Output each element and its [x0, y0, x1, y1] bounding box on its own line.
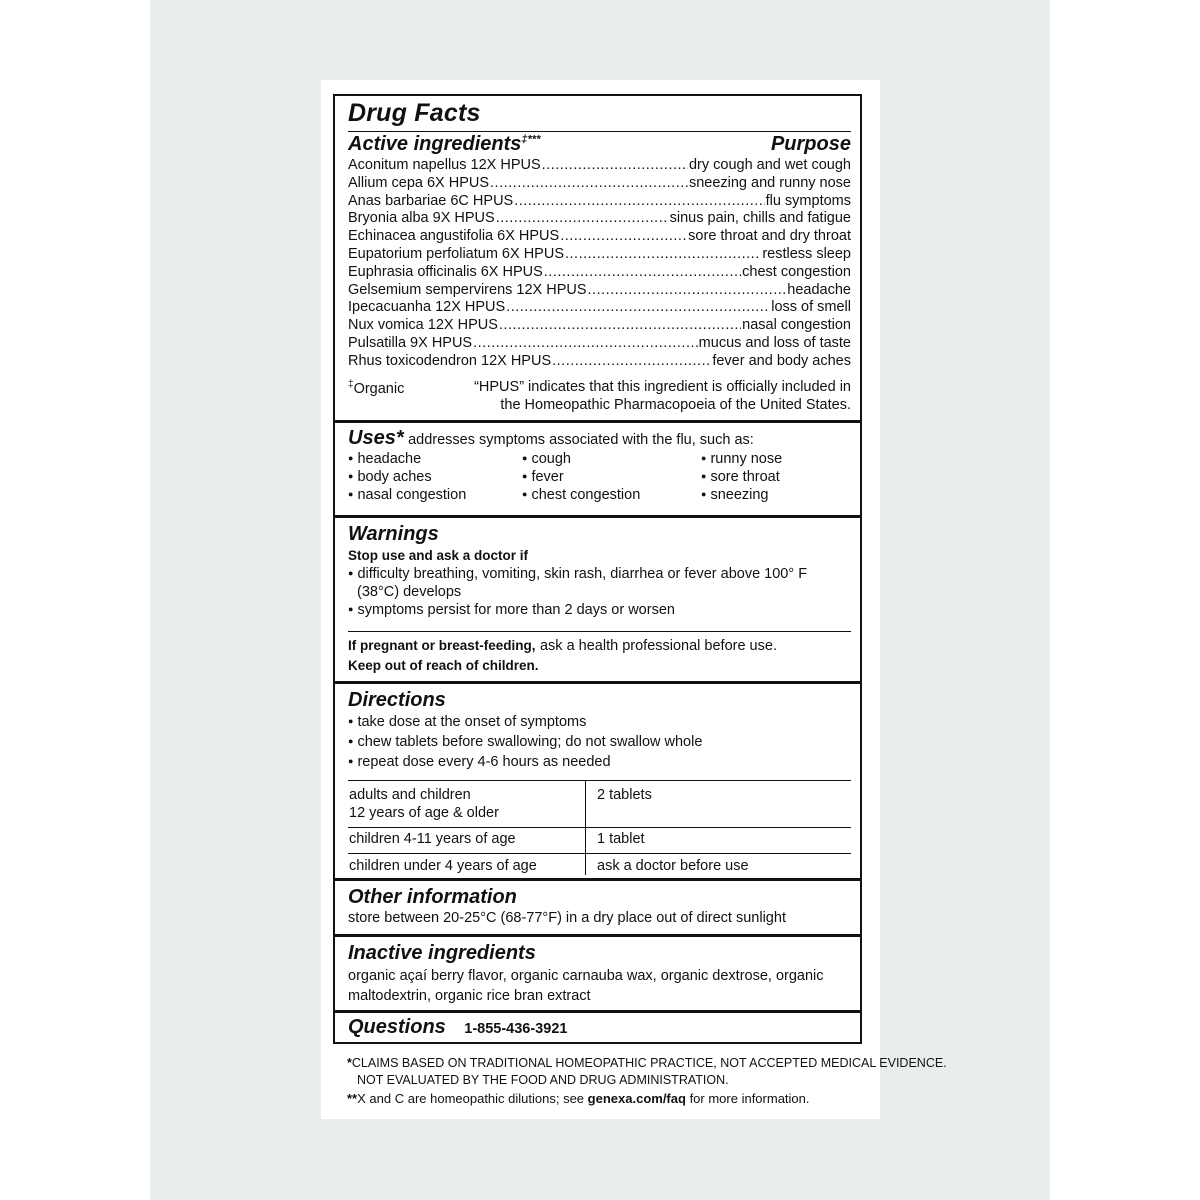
- keep-out-warning: Keep out of reach of children.: [348, 658, 539, 673]
- ingredient-row: [348, 157, 851, 175]
- ingredient-row: [348, 264, 851, 282]
- dosage-table-row-divider: [348, 853, 851, 854]
- dosage-table-col-divider: [585, 828, 586, 853]
- uses-section: [335, 423, 860, 515]
- ingredient-name: Bryonia alba 9X HPUS: [348, 210, 495, 227]
- ingredient-purpose: nasal congestion: [742, 317, 851, 334]
- questions-section: [335, 1013, 860, 1044]
- drug-facts-panel: [333, 94, 862, 1044]
- dosage-who: adults and children 12 years of age & older: [349, 787, 499, 821]
- use-item: ● fever: [522, 469, 564, 485]
- warning-item-cont: (38°C) develops: [357, 584, 462, 600]
- leader-dots: [565, 246, 761, 264]
- ingredient-purpose: sinus pain, chills and fatigue: [669, 210, 851, 227]
- leader-dots: [544, 264, 741, 282]
- ingredient-purpose: dry cough and wet cough: [688, 157, 851, 173]
- page-title: Drug Facts: [348, 99, 481, 127]
- questions-phone: 1-855-436-3921: [464, 1021, 568, 1037]
- dosage-table-top: [348, 780, 851, 781]
- ingredient-name: Allium cepa 6X HPUS: [348, 174, 490, 191]
- direction-item: ● chew tablets before swallowing; do not swallow whole: [348, 734, 702, 750]
- ingredient-purpose: flu symptoms: [765, 192, 851, 209]
- ingredient-row: [348, 175, 851, 193]
- ingredient-row: [348, 246, 851, 264]
- inactive-ingredients-heading: Inactive ingredients: [348, 942, 536, 964]
- use-item: ● cough: [522, 451, 571, 467]
- ingredient-name: Nux vomica 12X HPUS: [348, 317, 498, 334]
- other-information-section: [335, 881, 860, 934]
- dilution-note: **X and C are homeopathic dilutions; see genexa.com/faq for more information.: [347, 1091, 810, 1106]
- uses-header: [348, 427, 851, 450]
- leader-dots: [560, 228, 687, 246]
- dosage-amount: 2 tablets: [597, 787, 652, 803]
- direction-item: ● take dose at the onset of symptoms: [348, 714, 586, 730]
- organic-label: ‡Organic: [348, 379, 405, 397]
- ingredient-name: Aconitum napellus 12X HPUS: [348, 157, 541, 173]
- leader-dots: [506, 299, 770, 317]
- dosage-who: children 4-11 years of age: [349, 831, 516, 847]
- directions-section: [335, 684, 860, 878]
- ingredient-purpose: mucus and loss of taste: [698, 334, 851, 351]
- use-item: ● sneezing: [701, 487, 768, 503]
- leader-dots: [496, 210, 669, 228]
- dosage-table-col-divider: [585, 781, 586, 827]
- questions-heading: Questions: [348, 1016, 446, 1038]
- title-divider: [348, 131, 851, 132]
- use-item: ● sore throat: [701, 469, 780, 485]
- leader-dots: [588, 282, 787, 300]
- dosage-table-row-divider: [348, 827, 851, 828]
- ingredient-purpose: chest congestion: [742, 263, 851, 280]
- ingredient-row: [348, 299, 851, 317]
- storage-text: store between 20-25°C (68-77°F) in a dry place out of direct sunlight: [348, 910, 786, 926]
- ingredient-row: [348, 193, 851, 211]
- claims-disclaimer: *CLAIMS BASED ON TRADITIONAL HOMEOPATHIC PRACTICE, NOT ACCEPTED MEDICAL EVIDENCE. NOT EVALUATED BY THE FOOD AND DRUG ADMINISTRATION.: [347, 1056, 947, 1087]
- ingredient-purpose: fever and body aches: [712, 352, 851, 369]
- ingredient-purpose: sore throat and dry throat: [688, 228, 851, 245]
- ingredient-name: Eupatorium perfoliatum 6X HPUS: [348, 245, 564, 262]
- ingredient-name: Gelsemium sempervirens 12X HPUS: [348, 281, 587, 298]
- ingredient-purpose: sneezing and runny nose: [688, 174, 851, 191]
- warnings-heading: Warnings: [348, 523, 439, 545]
- active-heading: Active ingredients‡***: [348, 133, 541, 155]
- ingredient-purpose: restless sleep: [762, 245, 851, 262]
- use-item: ● nasal congestion: [348, 487, 466, 503]
- questions-row: [348, 1016, 851, 1039]
- active-ingredients-section: [335, 96, 860, 420]
- dosage-amount: 1 tablet: [597, 831, 645, 847]
- direction-item: ● repeat dose every 4-6 hours as needed: [348, 754, 611, 770]
- leader-dots: [542, 157, 688, 175]
- ingredient-row: [348, 353, 851, 371]
- active-ingredients-list: [348, 157, 851, 371]
- ingredient-name: Echinacea angustifolia 6X HPUS: [348, 228, 560, 245]
- hpus-note: “HPUS” indicates that this ingredient is officially included in the Homeopathic Pharmacopoeia of the United States.: [474, 379, 851, 413]
- uses-heading: Uses*: [348, 427, 404, 449]
- use-item: ● headache: [348, 451, 421, 467]
- ingredient-purpose: headache: [787, 281, 851, 298]
- warnings-divider: [348, 631, 851, 632]
- stop-use-heading: Stop use and ask a doctor if: [348, 548, 529, 563]
- ingredient-row: [348, 317, 851, 335]
- ingredient-purpose: loss of smell: [771, 299, 851, 316]
- inactive-ingredients-section: [335, 937, 860, 1010]
- leader-dots: [514, 193, 764, 211]
- faq-link[interactable]: genexa.com/faq: [587, 1091, 686, 1106]
- ingredient-name: Ipecacuanha 12X HPUS: [348, 299, 506, 316]
- dosage-amount: ask a doctor before use: [597, 858, 749, 874]
- ingredient-name: Pulsatilla 9X HPUS: [348, 334, 473, 351]
- uses-intro: addresses symptoms associated with the flu, such as:: [408, 432, 754, 448]
- leader-dots: [499, 317, 741, 335]
- warning-item: ● difficulty breathing, vomiting, skin rash, diarrhea or fever above 100° F: [348, 566, 807, 582]
- ingredient-row: [348, 282, 851, 300]
- ingredient-name: Euphrasia officinalis 6X HPUS: [348, 263, 543, 280]
- dosage-table-col-divider: [585, 854, 586, 875]
- inactive-ingredients-text: organic açaí berry flavor, organic carnauba wax, organic dextrose, organic maltodextrin, organic rice bran extract: [348, 968, 824, 1004]
- use-item: ● runny nose: [701, 451, 782, 467]
- ingredient-name: Rhus toxicodendron 12X HPUS: [348, 352, 552, 369]
- leader-dots: [552, 353, 711, 371]
- other-information-heading: Other information: [348, 886, 517, 908]
- directions-heading: Directions: [348, 689, 446, 711]
- use-item: ● chest congestion: [522, 487, 640, 503]
- ingredient-row: [348, 210, 851, 228]
- dosage-who: children under 4 years of age: [349, 858, 537, 874]
- ingredient-name: Anas barbariae 6C HPUS: [348, 192, 514, 209]
- warning-item: ● symptoms persist for more than 2 days or worsen: [348, 602, 675, 618]
- pregnant-warning: If pregnant or breast-feeding, ask a health professional before use.: [348, 638, 777, 654]
- ingredient-row: [348, 228, 851, 246]
- use-item: ● body aches: [348, 469, 432, 485]
- leader-dots: [473, 335, 698, 353]
- warnings-section: [335, 518, 860, 681]
- active-header: [348, 133, 851, 156]
- purpose-heading: Purpose: [770, 133, 851, 155]
- ingredient-row: [348, 335, 851, 353]
- leader-dots: [490, 175, 688, 193]
